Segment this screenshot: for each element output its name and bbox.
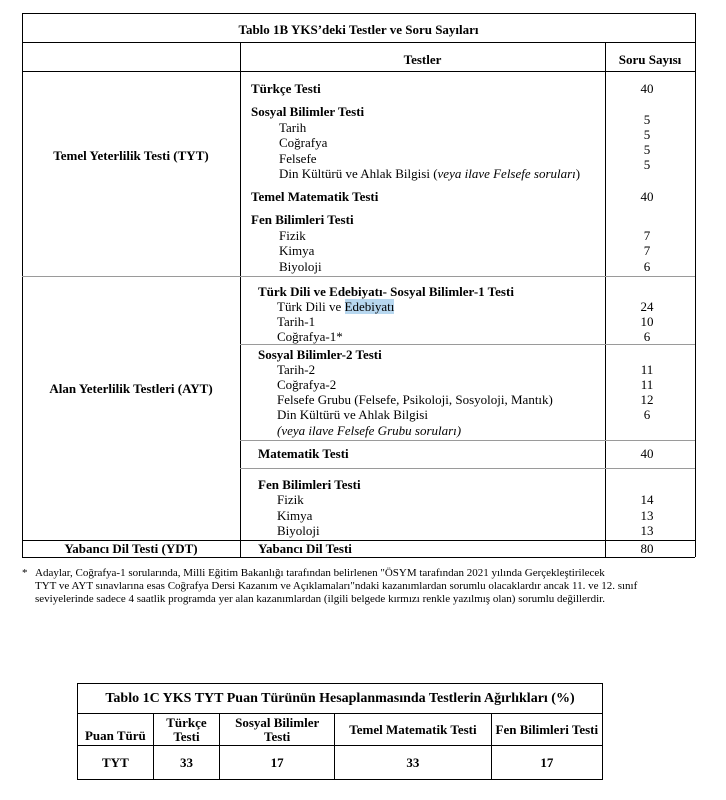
- ayt-fen-count: 13: [640, 523, 654, 538]
- header-sosyal: Sosyal Bilimler Testi: [220, 714, 335, 746]
- tyt-fen-count: 7: [643, 243, 651, 258]
- ydt-count: 80: [640, 541, 654, 556]
- ayt-sosyal2-name: Sosyal Bilimler-2 Testi: [258, 347, 382, 362]
- ayt-matematik-name: Matematik Testi: [258, 446, 349, 461]
- tyt-fen-item: Biyoloji: [279, 259, 322, 274]
- ydt-name: Yabancı Dil Testi: [258, 541, 352, 556]
- footnote-line: Adaylar, Coğrafya-1 sorularında, Milli Eğitim Bakanlığı tarafından belirlenen "ÖSYM tarafından 2021 yılında Gerçekleştirilecek: [35, 567, 605, 579]
- header-tests: Testler: [403, 52, 442, 67]
- tyt-label: Temel Yeterlilik Testi (TYT): [53, 148, 209, 163]
- tyt-sosyal-count: 5: [643, 112, 651, 127]
- ayt-sosyal2-count: 12: [640, 392, 654, 407]
- tyt-sosyal-count: 5: [643, 127, 651, 142]
- tyt-sosyal-count: 5: [643, 142, 651, 157]
- ayt-fen-item: Biyoloji: [277, 523, 320, 538]
- ayt-edebiyat-name: Türk Dili ve Edebiyatı- Sosyal Bilimler-1 Testi: [258, 284, 514, 299]
- ayt-label: Alan Yeterlilik Testleri (AYT): [49, 381, 213, 396]
- ayt-fen-item: Kimya: [277, 508, 313, 523]
- tyt-matematik-name: Temel Matematik Testi: [251, 189, 379, 204]
- ayt-sosyal2-count: 11: [640, 362, 654, 377]
- header-matematik: Temel Matematik Testi: [335, 714, 491, 746]
- header-fen: Fen Bilimleri Testi: [491, 714, 602, 746]
- tyt-matematik-count: 40: [640, 189, 654, 204]
- ayt-edebiyat-item: Türk Dili ve Edebiyatı: [277, 299, 395, 314]
- tyt-sosyal-item: Felsefe: [279, 151, 317, 166]
- tyt-fen-item: Fizik: [279, 228, 306, 243]
- ayt-sosyal2-note: (veya ilave Felsefe Grubu soruları): [277, 423, 462, 438]
- ayt-edebiyat-count: 24: [640, 299, 654, 314]
- ayt-fen-item: Fizik: [277, 492, 304, 507]
- tyt-sosyal-count: 5: [643, 157, 651, 172]
- header-turkce: Türkçe Testi: [153, 714, 219, 746]
- tyt-sosyal-item: Coğrafya: [279, 135, 328, 150]
- table-1c-title: Tablo 1C YKS TYT Puan Türünün Hesaplanmasında Testlerin Ağırlıkları (%): [78, 684, 603, 714]
- row-label: TYT: [78, 746, 154, 780]
- tyt-fen-count: 7: [643, 228, 651, 243]
- tyt-turkce-name: Türkçe Testi: [251, 81, 321, 96]
- tyt-turkce-count: 40: [640, 81, 654, 96]
- ayt-sosyal2-item: Tarih-2: [277, 362, 316, 377]
- row-value: 17: [220, 746, 335, 780]
- table-1c: [77, 683, 603, 780]
- footnote-line: TYT ve AYT sınavlarına esas Coğrafya Dersi Kazanım ve Açıklamaları"ndaki kazanımlardan sorumlu olacaklardır ancak 11. ve 12. sınıf: [35, 580, 638, 592]
- footnote-star: *: [22, 567, 28, 579]
- ayt-sosyal2-count: 6: [643, 407, 651, 422]
- tyt-sosyal-item: Tarih: [279, 120, 307, 135]
- ayt-edebiyat-item: Coğrafya-1*: [277, 329, 343, 344]
- ayt-fen-count: 14: [640, 492, 654, 507]
- header-puan-turu: Puan Türü: [78, 714, 154, 746]
- table-title: Tablo 1B YKS’deki Testler ve Soru Sayıları: [238, 22, 479, 37]
- tyt-fen-name: Fen Bilimleri Testi: [251, 212, 354, 227]
- ayt-sosyal2-item: Coğrafya-2: [277, 377, 337, 392]
- tyt-fen-item: Kimya: [279, 243, 315, 258]
- ydt-label: Yabancı Dil Testi (YDT): [64, 541, 198, 556]
- tyt-fen-count: 6: [643, 259, 651, 274]
- ayt-edebiyat-count: 10: [640, 314, 654, 329]
- ayt-sosyal2-count: 11: [640, 377, 654, 392]
- ayt-fen-count: 13: [640, 508, 654, 523]
- footnote-line: seviyelerinde sadece 4 saatlik programda yer alan kazanımlardan (ilgili belgede kırmızı renkle yazılmış olan) sorumlu değillerdir.: [35, 593, 605, 605]
- row-value: 17: [491, 746, 602, 780]
- row-value: 33: [153, 746, 219, 780]
- ayt-matematik-count: 40: [640, 446, 654, 461]
- ayt-sosyal2-item: Felsefe Grubu (Felsefe, Psikoloji, Sosyoloji, Mantık): [277, 392, 553, 407]
- tyt-sosyal-item: Din Kültürü ve Ahlak Bilgisi (veya ilave Felsefe soruları): [279, 166, 581, 181]
- ayt-edebiyat-count: 6: [643, 329, 651, 344]
- ayt-edebiyat-item: Tarih-1: [277, 314, 316, 329]
- tyt-sosyal-name: Sosyal Bilimler Testi: [251, 104, 365, 119]
- ayt-sosyal2-item: Din Kültürü ve Ahlak Bilgisi: [277, 407, 428, 422]
- header-question-count: Soru Sayısı: [618, 52, 682, 67]
- row-value: 33: [335, 746, 491, 780]
- ayt-fen-name: Fen Bilimleri Testi: [258, 477, 361, 492]
